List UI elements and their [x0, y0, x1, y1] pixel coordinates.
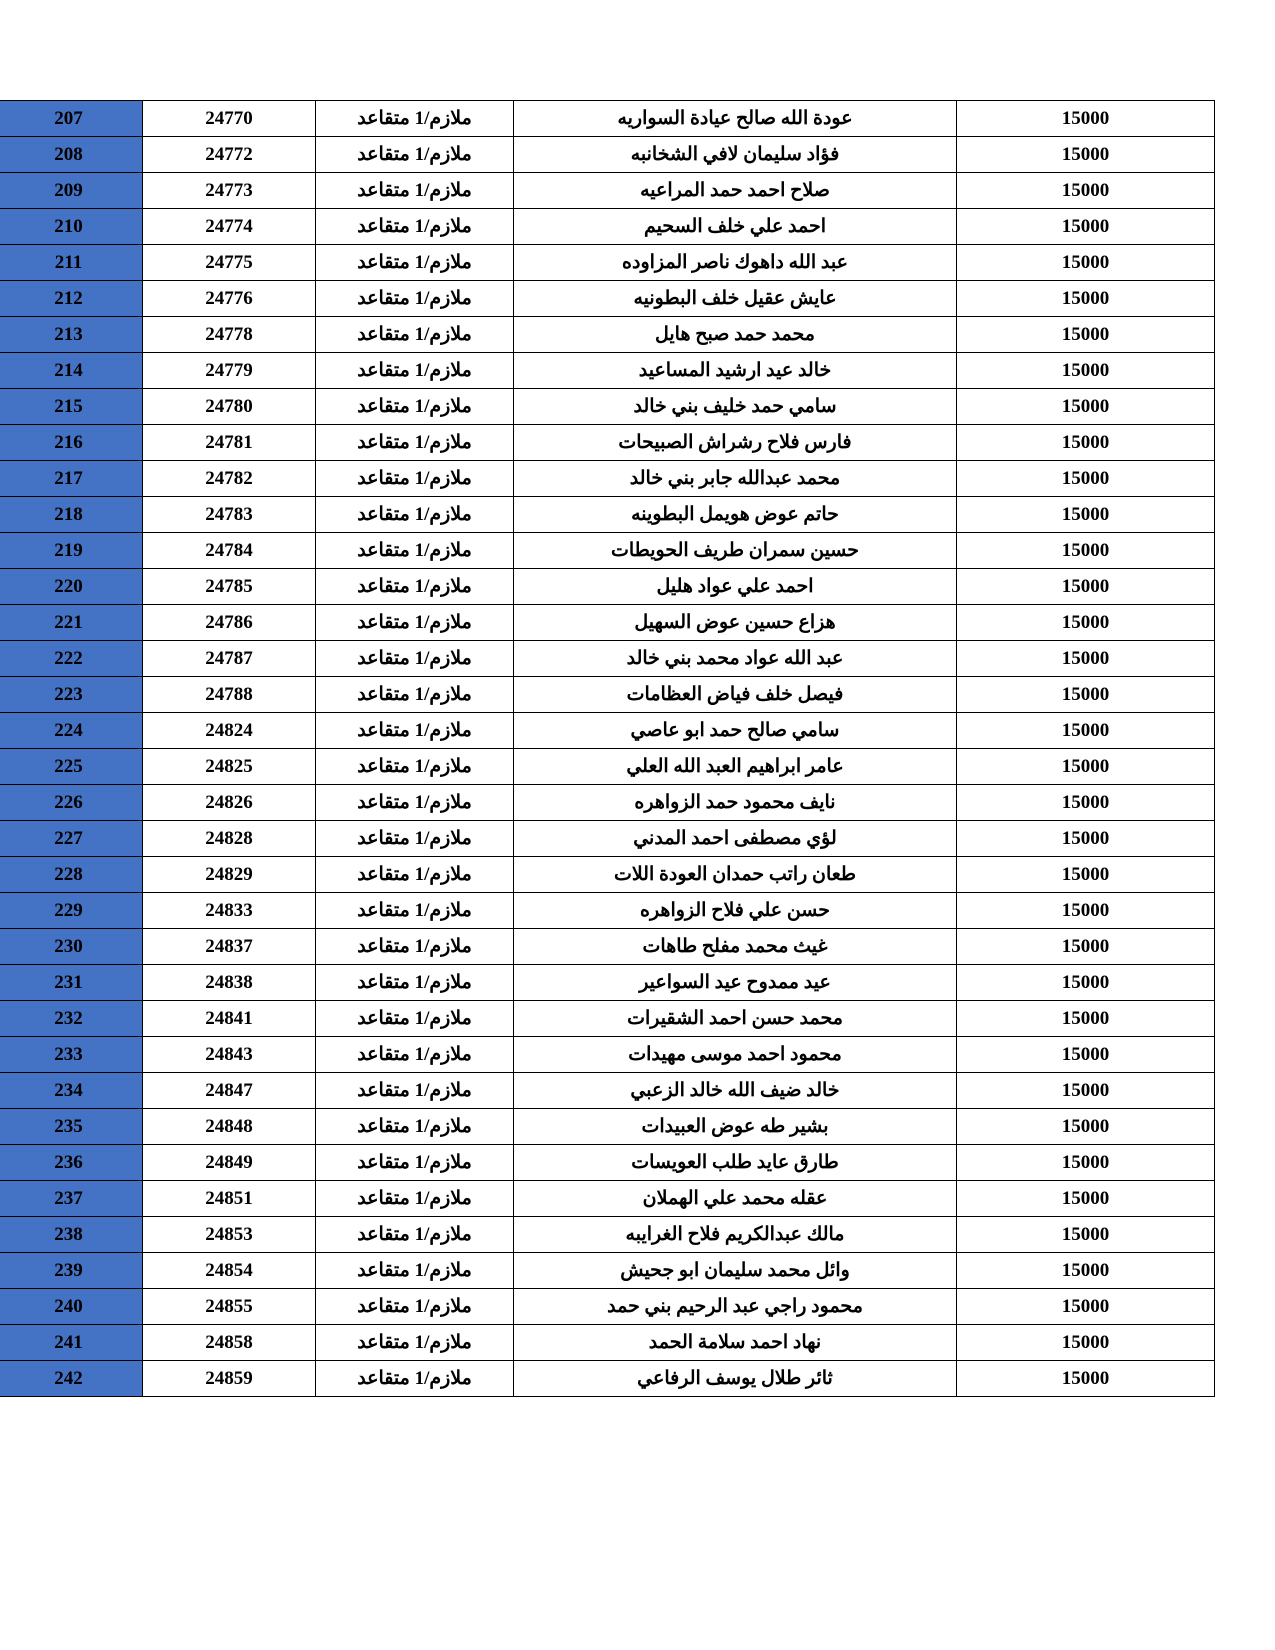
table-row: [0, 965, 1215, 1001]
table-row: [0, 1181, 1215, 1217]
cell-index: 225: [0, 749, 143, 785]
cell-rank: ملازم/1 متقاعد: [316, 713, 514, 749]
cell-index: 209: [0, 173, 143, 209]
cell-index: 230: [0, 929, 143, 965]
table-row: [0, 1361, 1215, 1397]
table-body: [0, 101, 1215, 1397]
cell-index: 210: [0, 209, 143, 245]
cell-index: 208: [0, 137, 143, 173]
cell-name: صلاح احمد حمد المراعيه: [514, 173, 957, 209]
table-row: [0, 245, 1215, 281]
cell-rank: ملازم/1 متقاعد: [316, 1217, 514, 1253]
cell-name: خالد عيد ارشيد المساعيد: [514, 353, 957, 389]
table-row: [0, 1289, 1215, 1325]
cell-number: 24778: [143, 317, 316, 353]
cell-index: 229: [0, 893, 143, 929]
cell-amount: 15000: [957, 569, 1215, 605]
cell-amount: 15000: [957, 101, 1215, 137]
table-row: [0, 389, 1215, 425]
cell-amount: 15000: [957, 1325, 1215, 1361]
cell-number: 24775: [143, 245, 316, 281]
cell-index: 214: [0, 353, 143, 389]
cell-amount: 15000: [957, 1217, 1215, 1253]
cell-rank: ملازم/1 متقاعد: [316, 857, 514, 893]
cell-index: 213: [0, 317, 143, 353]
cell-amount: 15000: [957, 1037, 1215, 1073]
cell-number: 24855: [143, 1289, 316, 1325]
cell-index: 234: [0, 1073, 143, 1109]
cell-number: 24782: [143, 461, 316, 497]
cell-rank: ملازم/1 متقاعد: [316, 137, 514, 173]
cell-amount: 15000: [957, 533, 1215, 569]
cell-amount: 15000: [957, 929, 1215, 965]
cell-number: 24826: [143, 785, 316, 821]
cell-number: 24784: [143, 533, 316, 569]
cell-number: 24838: [143, 965, 316, 1001]
table-row: [0, 533, 1215, 569]
cell-index: 237: [0, 1181, 143, 1217]
cell-rank: ملازم/1 متقاعد: [316, 1253, 514, 1289]
cell-name: مالك عبدالكريم فلاح الغرايبه: [514, 1217, 957, 1253]
cell-name: حاتم عوض هويمل البطوينه: [514, 497, 957, 533]
cell-amount: 15000: [957, 677, 1215, 713]
cell-amount: 15000: [957, 245, 1215, 281]
cell-rank: ملازم/1 متقاعد: [316, 749, 514, 785]
cell-amount: 15000: [957, 1289, 1215, 1325]
cell-amount: 15000: [957, 1145, 1215, 1181]
cell-name: حسين سمران طريف الحويطات: [514, 533, 957, 569]
cell-number: 24780: [143, 389, 316, 425]
cell-number: 24773: [143, 173, 316, 209]
cell-index: 233: [0, 1037, 143, 1073]
cell-amount: 15000: [957, 1361, 1215, 1397]
table-row: [0, 1001, 1215, 1037]
cell-rank: ملازم/1 متقاعد: [316, 1145, 514, 1181]
table-row: [0, 1145, 1215, 1181]
table-row: [0, 425, 1215, 461]
cell-number: 24824: [143, 713, 316, 749]
table-row: [0, 1109, 1215, 1145]
cell-rank: ملازم/1 متقاعد: [316, 821, 514, 857]
cell-rank: ملازم/1 متقاعد: [316, 605, 514, 641]
cell-name: محمود احمد موسى مهيدات: [514, 1037, 957, 1073]
cell-amount: 15000: [957, 281, 1215, 317]
cell-rank: ملازم/1 متقاعد: [316, 893, 514, 929]
cell-amount: 15000: [957, 389, 1215, 425]
cell-number: 24781: [143, 425, 316, 461]
cell-number: 24776: [143, 281, 316, 317]
cell-amount: 15000: [957, 821, 1215, 857]
table-row: [0, 209, 1215, 245]
cell-index: 220: [0, 569, 143, 605]
cell-name: سامي حمد خليف بني خالد: [514, 389, 957, 425]
cell-index: 231: [0, 965, 143, 1001]
cell-index: 242: [0, 1361, 143, 1397]
table-row: [0, 677, 1215, 713]
cell-number: 24770: [143, 101, 316, 137]
cell-rank: ملازم/1 متقاعد: [316, 1361, 514, 1397]
cell-name: طارق عايد طلب العويسات: [514, 1145, 957, 1181]
cell-rank: ملازم/1 متقاعد: [316, 245, 514, 281]
table-row: [0, 785, 1215, 821]
cell-name: فؤاد سليمان لافي الشخانبه: [514, 137, 957, 173]
cell-name: خالد ضيف الله خالد الزعبي: [514, 1073, 957, 1109]
cell-name: احمد علي خلف السحيم: [514, 209, 957, 245]
cell-index: 217: [0, 461, 143, 497]
cell-rank: ملازم/1 متقاعد: [316, 929, 514, 965]
cell-rank: ملازم/1 متقاعد: [316, 1325, 514, 1361]
cell-number: 24772: [143, 137, 316, 173]
cell-number: 24833: [143, 893, 316, 929]
table-row: [0, 461, 1215, 497]
cell-index: 228: [0, 857, 143, 893]
cell-name: وائل محمد سليمان ابو جحيش: [514, 1253, 957, 1289]
cell-rank: ملازم/1 متقاعد: [316, 173, 514, 209]
cell-index: 219: [0, 533, 143, 569]
cell-rank: ملازم/1 متقاعد: [316, 389, 514, 425]
cell-number: 24848: [143, 1109, 316, 1145]
cell-rank: ملازم/1 متقاعد: [316, 569, 514, 605]
cell-index: 218: [0, 497, 143, 533]
cell-rank: ملازم/1 متقاعد: [316, 317, 514, 353]
table-row: [0, 569, 1215, 605]
cell-name: هزاع حسين عوض السهيل: [514, 605, 957, 641]
cell-rank: ملازم/1 متقاعد: [316, 785, 514, 821]
table-row: [0, 1217, 1215, 1253]
cell-amount: 15000: [957, 173, 1215, 209]
cell-number: 24853: [143, 1217, 316, 1253]
cell-name: سامي صالح حمد ابو عاصي: [514, 713, 957, 749]
cell-number: 24787: [143, 641, 316, 677]
cell-name: عودة الله صالح عيادة السواريه: [514, 101, 957, 137]
cell-amount: 15000: [957, 857, 1215, 893]
cell-index: 241: [0, 1325, 143, 1361]
cell-rank: ملازم/1 متقاعد: [316, 101, 514, 137]
cell-number: 24779: [143, 353, 316, 389]
cell-amount: 15000: [957, 1001, 1215, 1037]
cell-number: 24774: [143, 209, 316, 245]
cell-number: 24786: [143, 605, 316, 641]
cell-name: ثائر طلال يوسف الرفاعي: [514, 1361, 957, 1397]
cell-amount: 15000: [957, 641, 1215, 677]
cell-rank: ملازم/1 متقاعد: [316, 641, 514, 677]
cell-number: 24858: [143, 1325, 316, 1361]
cell-name: محمود راجي عبد الرحيم بني حمد: [514, 1289, 957, 1325]
table-row: [0, 857, 1215, 893]
cell-name: عيد ممدوح عيد السواعير: [514, 965, 957, 1001]
cell-rank: ملازم/1 متقاعد: [316, 1181, 514, 1217]
cell-amount: 15000: [957, 497, 1215, 533]
cell-amount: 15000: [957, 461, 1215, 497]
cell-number: 24825: [143, 749, 316, 785]
cell-rank: ملازم/1 متقاعد: [316, 425, 514, 461]
cell-amount: 15000: [957, 209, 1215, 245]
table-row: [0, 1037, 1215, 1073]
cell-name: طعان راتب حمدان العودة اللات: [514, 857, 957, 893]
cell-amount: 15000: [957, 317, 1215, 353]
cell-rank: ملازم/1 متقاعد: [316, 1073, 514, 1109]
cell-rank: ملازم/1 متقاعد: [316, 497, 514, 533]
retirees-table: [0, 100, 1215, 1397]
table-row: [0, 1073, 1215, 1109]
cell-index: 239: [0, 1253, 143, 1289]
cell-amount: 15000: [957, 605, 1215, 641]
cell-amount: 15000: [957, 1073, 1215, 1109]
cell-number: 24849: [143, 1145, 316, 1181]
cell-index: 235: [0, 1109, 143, 1145]
cell-number: 24785: [143, 569, 316, 605]
cell-name: محمد عبدالله جابر بني خالد: [514, 461, 957, 497]
cell-index: 232: [0, 1001, 143, 1037]
cell-index: 216: [0, 425, 143, 461]
cell-name: محمد حسن احمد الشقيرات: [514, 1001, 957, 1037]
cell-name: عايش عقيل خلف البطونيه: [514, 281, 957, 317]
cell-amount: 15000: [957, 785, 1215, 821]
cell-number: 24854: [143, 1253, 316, 1289]
table-row: [0, 893, 1215, 929]
cell-name: فيصل خلف فياض العظامات: [514, 677, 957, 713]
table-row: [0, 821, 1215, 857]
cell-amount: 15000: [957, 893, 1215, 929]
cell-rank: ملازم/1 متقاعد: [316, 1109, 514, 1145]
table-row: [0, 1253, 1215, 1289]
cell-name: عبد الله داهوك ناصر المزاوده: [514, 245, 957, 281]
table-row: [0, 281, 1215, 317]
cell-index: 226: [0, 785, 143, 821]
cell-index: 224: [0, 713, 143, 749]
cell-name: نهاد احمد سلامة الحمد: [514, 1325, 957, 1361]
cell-index: 236: [0, 1145, 143, 1181]
table-row: [0, 137, 1215, 173]
cell-index: 215: [0, 389, 143, 425]
cell-index: 221: [0, 605, 143, 641]
cell-number: 24828: [143, 821, 316, 857]
cell-name: غيث محمد مفلح طاهات: [514, 929, 957, 965]
cell-index: 222: [0, 641, 143, 677]
cell-name: عقله محمد علي الهملان: [514, 1181, 957, 1217]
cell-name: عبد الله عواد محمد بني خالد: [514, 641, 957, 677]
cell-rank: ملازم/1 متقاعد: [316, 461, 514, 497]
cell-index: 238: [0, 1217, 143, 1253]
cell-index: 240: [0, 1289, 143, 1325]
table-row: [0, 497, 1215, 533]
cell-index: 227: [0, 821, 143, 857]
cell-rank: ملازم/1 متقاعد: [316, 281, 514, 317]
table-row: [0, 317, 1215, 353]
cell-number: 24843: [143, 1037, 316, 1073]
cell-amount: 15000: [957, 1253, 1215, 1289]
table-row: [0, 713, 1215, 749]
cell-name: محمد حمد صبح هايل: [514, 317, 957, 353]
cell-name: نايف محمود حمد الزواهره: [514, 785, 957, 821]
cell-index: 223: [0, 677, 143, 713]
cell-name: عامر ابراهيم العبد الله العلي: [514, 749, 957, 785]
cell-number: 24783: [143, 497, 316, 533]
table-row: [0, 353, 1215, 389]
cell-name: حسن علي فلاح الزواهره: [514, 893, 957, 929]
cell-number: 24851: [143, 1181, 316, 1217]
cell-name: فارس فلاح رشراش الصبيحات: [514, 425, 957, 461]
cell-number: 24841: [143, 1001, 316, 1037]
cell-index: 207: [0, 101, 143, 137]
cell-amount: 15000: [957, 137, 1215, 173]
cell-index: 211: [0, 245, 143, 281]
cell-index: 212: [0, 281, 143, 317]
cell-amount: 15000: [957, 965, 1215, 1001]
cell-rank: ملازم/1 متقاعد: [316, 1001, 514, 1037]
table-row: [0, 749, 1215, 785]
cell-rank: ملازم/1 متقاعد: [316, 677, 514, 713]
cell-rank: ملازم/1 متقاعد: [316, 533, 514, 569]
cell-rank: ملازم/1 متقاعد: [316, 353, 514, 389]
cell-name: لؤي مصطفى احمد المدني: [514, 821, 957, 857]
table-row: [0, 101, 1215, 137]
cell-amount: 15000: [957, 1109, 1215, 1145]
cell-amount: 15000: [957, 713, 1215, 749]
cell-number: 24829: [143, 857, 316, 893]
cell-number: 24847: [143, 1073, 316, 1109]
cell-number: 24788: [143, 677, 316, 713]
cell-rank: ملازم/1 متقاعد: [316, 965, 514, 1001]
cell-number: 24859: [143, 1361, 316, 1397]
table-row: [0, 929, 1215, 965]
table-row: [0, 641, 1215, 677]
cell-amount: 15000: [957, 353, 1215, 389]
table-row: [0, 173, 1215, 209]
cell-rank: ملازم/1 متقاعد: [316, 1289, 514, 1325]
table-row: [0, 605, 1215, 641]
cell-rank: ملازم/1 متقاعد: [316, 1037, 514, 1073]
cell-amount: 15000: [957, 749, 1215, 785]
cell-rank: ملازم/1 متقاعد: [316, 209, 514, 245]
cell-amount: 15000: [957, 1181, 1215, 1217]
cell-number: 24837: [143, 929, 316, 965]
cell-name: احمد علي عواد هليل: [514, 569, 957, 605]
cell-name: بشير طه عوض العبيدات: [514, 1109, 957, 1145]
cell-amount: 15000: [957, 425, 1215, 461]
table-row: [0, 1325, 1215, 1361]
